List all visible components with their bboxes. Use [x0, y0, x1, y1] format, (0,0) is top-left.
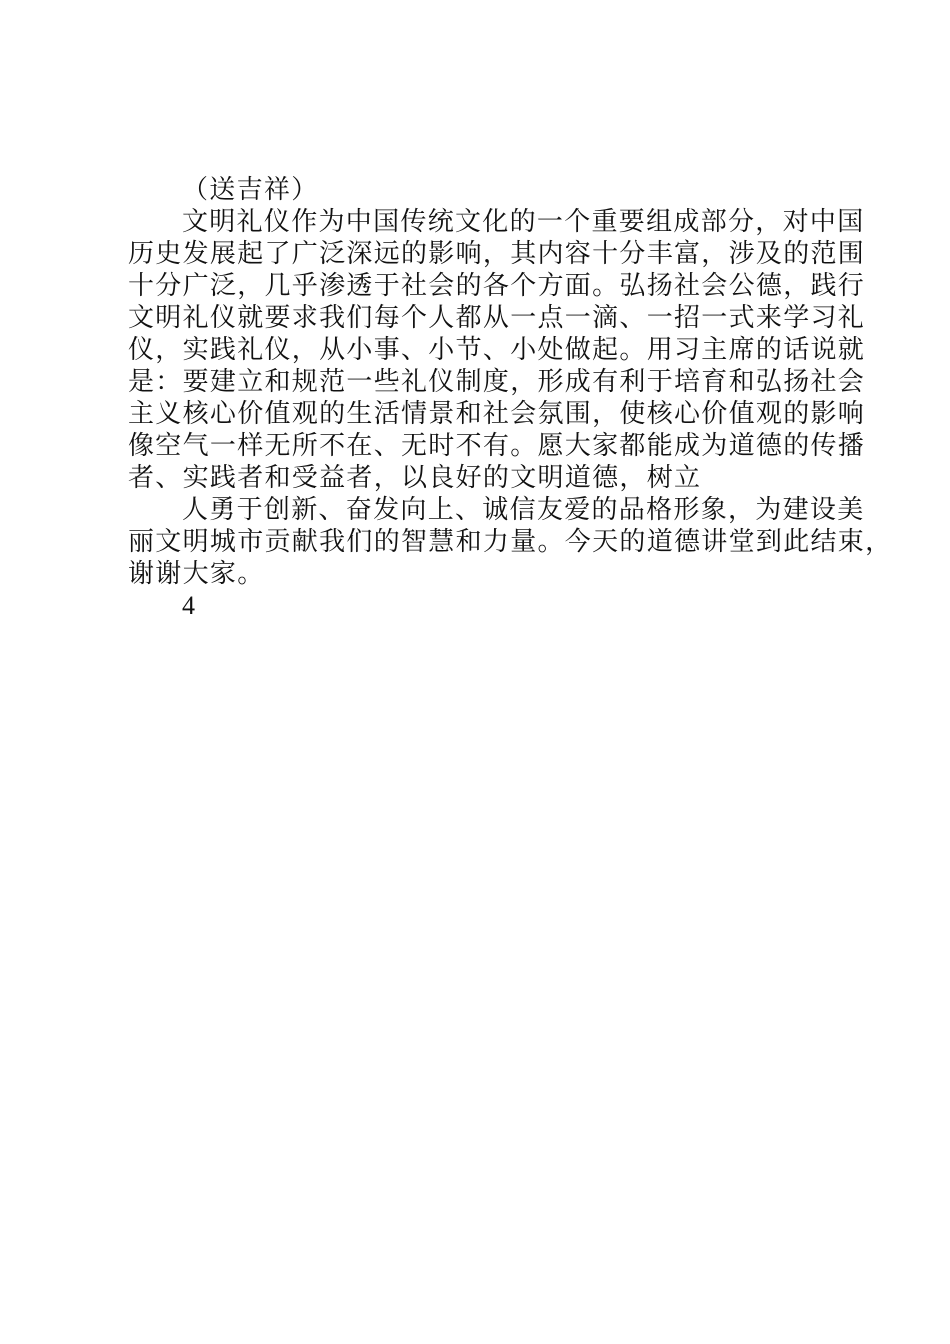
paragraph-line: 像空气一样无所不在、无时不有。愿大家都能成为道德的传播 [128, 431, 866, 461]
document-body [128, 174, 893, 622]
paragraph-line: 文明礼仪作为中国传统文化的一个重要组成部分，对中国 [182, 207, 865, 237]
paragraph-line: 者、实践者和受益者，以良好的文明道德，树立 [128, 463, 702, 493]
paragraph-line: 十分广泛，几乎渗透于社会的各个方面。弘扬社会公德，践行 [128, 271, 866, 301]
page-number: 4 [182, 591, 195, 620]
paragraph-line: 文明礼仪就要求我们每个人都从一点一滴、一招一式来学习礼 [128, 303, 866, 333]
paragraph-line: 历史发展起了广泛深远的影响，其内容十分丰富，涉及的范围 [128, 239, 866, 269]
paragraph-line: 丽文明城市贡献我们的智慧和力量。今天的道德讲堂到此结束， [128, 527, 893, 557]
paragraph-line: 谢谢大家。 [128, 559, 265, 589]
paragraph-line: 是：要建立和规范一些礼仪制度，形成有利于培育和弘扬社会 [128, 367, 866, 397]
paragraph-1 [128, 206, 866, 494]
section-heading: （送吉祥） [182, 175, 319, 205]
paragraph-2 [128, 494, 893, 590]
paragraph-line: 仪，实践礼仪，从小事、小节、小处做起。用习主席的话说就 [128, 335, 866, 365]
paragraph-line: 主义核心价值观的生活情景和社会氛围，使核心价值观的影响 [128, 399, 866, 429]
paragraph-line: 人勇于创新、奋发向上、诚信友爱的品格形象，为建设美 [182, 495, 865, 525]
